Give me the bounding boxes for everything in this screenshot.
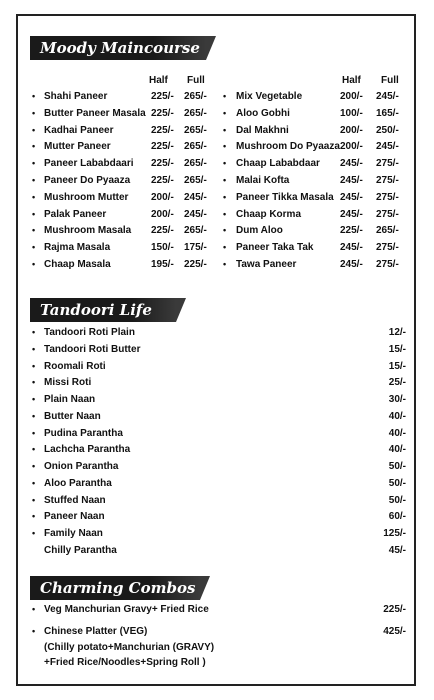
bullet-icon: • bbox=[32, 158, 36, 169]
right-half-header: Half bbox=[342, 75, 361, 86]
tandoori-title: Tandoori Life bbox=[40, 301, 152, 319]
menu-item-name: Mushroom Masala bbox=[44, 225, 132, 237]
full-price: 245/- bbox=[184, 191, 207, 203]
half-price: 245/- bbox=[340, 242, 363, 254]
menu-item-name: Tandoori Roti Butter bbox=[44, 343, 141, 355]
menu-item-name: Veg Manchurian Gravy+ Fried Rice bbox=[44, 604, 209, 615]
full-price: 275/- bbox=[376, 242, 399, 254]
half-price: 245/- bbox=[340, 191, 363, 203]
bullet-icon: • bbox=[32, 191, 36, 202]
half-price: 225/- bbox=[151, 91, 174, 102]
item-price: 15/- bbox=[388, 360, 406, 372]
item-price: 15/- bbox=[388, 343, 406, 355]
half-price: 200/- bbox=[151, 191, 174, 203]
item-price: 425/- bbox=[383, 626, 406, 637]
menu-item-name: Chaap Lababdaar bbox=[236, 158, 320, 170]
full-price: 265/- bbox=[184, 141, 207, 153]
full-price: 245/- bbox=[184, 208, 207, 220]
half-price: 225/- bbox=[340, 225, 363, 237]
bullet-icon: • bbox=[223, 208, 227, 219]
half-price: 200/- bbox=[151, 208, 174, 220]
menu-item-name: Chaap Korma bbox=[236, 208, 302, 220]
menu-item-name: Pudina Parantha bbox=[44, 427, 123, 439]
half-price: 245/- bbox=[340, 158, 363, 170]
bullet-icon: • bbox=[32, 259, 36, 269]
menu-item-name: Aloo Gobhi bbox=[236, 107, 290, 119]
tandoori-banner bbox=[30, 298, 176, 322]
menu-item-name: Lachcha Parantha bbox=[44, 444, 131, 456]
right-full-header: Full bbox=[381, 75, 399, 86]
menu-item-name: Missi Roti bbox=[44, 377, 92, 389]
platter-note-2: +Fried Rice/Noodles+Spring Roll ) bbox=[44, 657, 206, 668]
menu-item-name: Butter Paneer Masala bbox=[44, 107, 146, 119]
maincourse-title: Moody Maincourse bbox=[40, 39, 200, 57]
bullet-icon: • bbox=[223, 242, 227, 253]
full-price: 265/- bbox=[184, 124, 207, 136]
bullet-icon: • bbox=[32, 327, 36, 337]
half-price: 200/- bbox=[340, 141, 363, 153]
full-price: 265/- bbox=[184, 107, 207, 119]
bullet-icon: • bbox=[32, 511, 36, 522]
item-price: 225/- bbox=[383, 604, 406, 615]
combos-banner bbox=[30, 576, 200, 600]
full-price: 275/- bbox=[376, 208, 399, 220]
menu-item-name: Palak Paneer bbox=[44, 208, 107, 220]
bullet-icon: • bbox=[223, 91, 227, 101]
full-price: 275/- bbox=[376, 158, 399, 170]
menu-item-name: Chilly Parantha bbox=[44, 544, 117, 556]
item-price: 25/- bbox=[388, 377, 406, 389]
menu-item-name: Dum Aloo bbox=[236, 225, 283, 237]
bullet-icon: • bbox=[32, 528, 36, 538]
full-price: 265/- bbox=[184, 225, 207, 237]
bullet-icon: • bbox=[32, 175, 36, 185]
half-price: 245/- bbox=[340, 208, 363, 220]
menu-item-name: Paneer Naan bbox=[44, 511, 105, 523]
bullet-icon: • bbox=[32, 394, 36, 404]
item-price: 45/- bbox=[388, 544, 406, 556]
bullet-icon: • bbox=[32, 208, 36, 219]
bullet-icon: • bbox=[223, 124, 227, 135]
menu-item-name: Rajma Masala bbox=[44, 242, 111, 254]
menu-item-name: Malai Kofta bbox=[236, 175, 290, 186]
half-price: 225/- bbox=[151, 124, 174, 136]
half-price: 225/- bbox=[151, 175, 174, 186]
full-price: 265/- bbox=[184, 175, 207, 186]
bullet-icon: • bbox=[223, 191, 227, 202]
full-price: 265/- bbox=[376, 225, 399, 237]
bullet-icon: • bbox=[32, 626, 36, 636]
bullet-icon: • bbox=[32, 124, 36, 135]
menu-item-name: Mushroom Do Pyaaza bbox=[236, 141, 340, 153]
half-price: 225/- bbox=[151, 141, 174, 153]
bullet-icon: • bbox=[32, 225, 36, 236]
left-half-header: Half bbox=[149, 75, 168, 86]
menu-item-name: Mix Vegetable bbox=[236, 91, 303, 102]
full-price: 165/- bbox=[376, 107, 399, 119]
menu-item-name: Stuffed Naan bbox=[44, 494, 106, 506]
menu-item-name: Roomali Roti bbox=[44, 360, 106, 372]
bullet-icon: • bbox=[32, 477, 36, 488]
full-price: 225/- bbox=[184, 259, 207, 270]
menu-item-name: Tandoori Roti Plain bbox=[44, 327, 135, 338]
half-price: 100/- bbox=[340, 107, 363, 119]
bullet-icon: • bbox=[32, 141, 36, 152]
half-price: 200/- bbox=[340, 124, 363, 136]
menu-item-name: Paneer Tikka Masala bbox=[236, 191, 334, 203]
menu-item-name: Aloo Parantha bbox=[44, 477, 112, 489]
bullet-icon: • bbox=[223, 259, 227, 269]
bullet-icon: • bbox=[32, 343, 36, 354]
menu-item-name: Kadhai Paneer bbox=[44, 124, 114, 136]
menu-item-name: Chinese Platter (VEG) bbox=[44, 626, 148, 637]
full-price: 245/- bbox=[376, 141, 399, 153]
full-price: 265/- bbox=[184, 158, 207, 170]
left-full-header: Full bbox=[187, 75, 205, 86]
item-price: 40/- bbox=[388, 427, 406, 439]
item-price: 50/- bbox=[388, 494, 406, 506]
combos-title: Charming Combos bbox=[40, 579, 196, 597]
full-price: 245/- bbox=[376, 91, 399, 102]
menu-item-name: Plain Naan bbox=[44, 394, 96, 405]
item-price: 12/- bbox=[388, 327, 406, 338]
menu-item-name: Onion Parantha bbox=[44, 461, 119, 472]
menu-item-name: Mutter Paneer bbox=[44, 141, 111, 153]
menu-item-name: Paneer Lababdaari bbox=[44, 158, 134, 170]
full-price: 275/- bbox=[376, 259, 399, 270]
bullet-icon: • bbox=[32, 410, 36, 421]
item-price: 60/- bbox=[388, 511, 406, 523]
item-price: 50/- bbox=[388, 477, 406, 489]
item-price: 40/- bbox=[388, 410, 406, 422]
item-price: 50/- bbox=[388, 461, 406, 472]
full-price: 250/- bbox=[376, 124, 399, 136]
menu-item-name: Paneer Do Pyaaza bbox=[44, 175, 131, 186]
half-price: 245/- bbox=[340, 175, 363, 186]
menu-item-name: Mushroom Mutter bbox=[44, 191, 129, 203]
bullet-icon: • bbox=[223, 107, 227, 118]
full-price: 275/- bbox=[376, 191, 399, 203]
bullet-icon: • bbox=[32, 461, 36, 471]
half-price: 150/- bbox=[151, 242, 174, 254]
bullet-icon: • bbox=[32, 91, 36, 101]
bullet-icon: • bbox=[32, 427, 36, 438]
maincourse-banner bbox=[30, 36, 206, 60]
platter-note-1: (Chilly potato+Manchurian (GRAVY) bbox=[44, 642, 215, 653]
bullet-icon: • bbox=[32, 494, 36, 505]
half-price: 245/- bbox=[340, 259, 363, 270]
half-price: 225/- bbox=[151, 158, 174, 170]
bullet-icon: • bbox=[223, 175, 227, 185]
item-price: 40/- bbox=[388, 444, 406, 456]
menu-item-name: Chaap Masala bbox=[44, 259, 111, 270]
half-price: 225/- bbox=[151, 107, 174, 119]
bullet-icon: • bbox=[32, 242, 36, 253]
menu-item-name: Shahi Paneer bbox=[44, 91, 108, 102]
menu-item-name: Paneer Taka Tak bbox=[236, 242, 314, 254]
bullet-icon: • bbox=[223, 225, 227, 236]
half-price: 195/- bbox=[151, 259, 174, 270]
item-price: 30/- bbox=[388, 394, 406, 405]
menu-item-name: Tawa Paneer bbox=[236, 259, 297, 270]
bullet-icon: • bbox=[223, 158, 227, 169]
bullet-icon: • bbox=[223, 141, 227, 152]
half-price: 225/- bbox=[151, 225, 174, 237]
bullet-icon: • bbox=[32, 360, 36, 371]
menu-item-name: Butter Naan bbox=[44, 410, 101, 422]
menu-item-name: Dal Makhni bbox=[236, 124, 289, 136]
menu-item-name: Family Naan bbox=[44, 528, 103, 539]
item-price: 125/- bbox=[383, 528, 406, 539]
bullet-icon: • bbox=[32, 377, 36, 388]
full-price: 175/- bbox=[184, 242, 207, 254]
half-price: 200/- bbox=[340, 91, 363, 102]
full-price: 265/- bbox=[184, 91, 207, 102]
bullet-icon: • bbox=[32, 107, 36, 118]
bullet-icon: • bbox=[32, 444, 36, 455]
full-price: 275/- bbox=[376, 175, 399, 186]
bullet-icon: • bbox=[32, 604, 36, 614]
